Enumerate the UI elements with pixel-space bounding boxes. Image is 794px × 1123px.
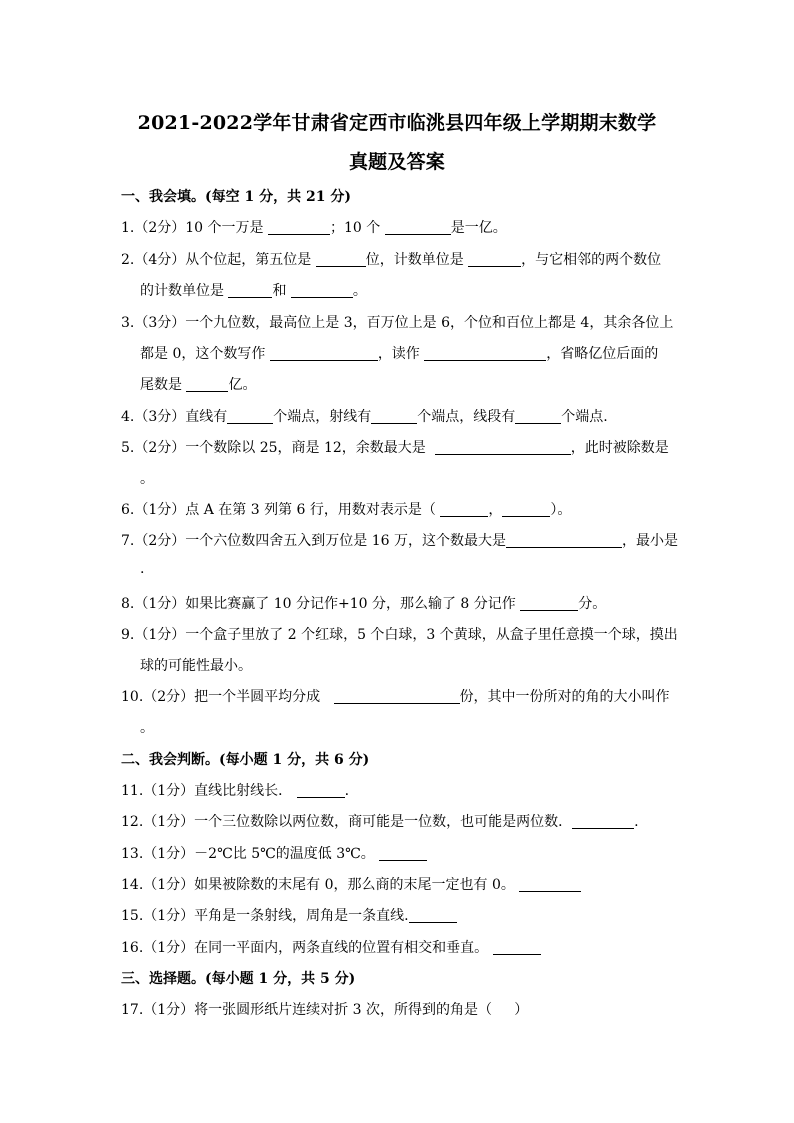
q9-text-a: 9.（1分）一个盒子里放了 2 个红球，5 个白球，3 个黄球，从盒子里任意摸一个球，摸出 (121, 627, 678, 643)
document-title-line2: 真题及答案 (348, 151, 445, 173)
q6-text-a: 6.（1分）点 A 在第 3 列第 6 行，用数对表示是（ (121, 502, 441, 518)
answer-blank[interactable] (379, 846, 427, 861)
q3-text-d: ，省略亿位后面的 (546, 346, 659, 362)
question-3-cont (140, 343, 658, 363)
question-13 (121, 843, 427, 863)
q7-text-a: 7.（2分）一个六位数四舍五入到万位是 16 万，这个数最大是 (121, 533, 506, 549)
question-14 (121, 874, 581, 894)
question-10-cont (140, 717, 154, 737)
question-10 (121, 686, 670, 706)
question-2 (121, 249, 661, 269)
q3-text-c: ，读作 (377, 346, 425, 362)
q2-text-e: 和 (272, 283, 291, 299)
q6-text-b: ， (488, 502, 503, 518)
question-9-cont (140, 655, 252, 675)
q2-text-d: 的计数单位是 (140, 283, 229, 299)
question-12 (121, 811, 639, 831)
q1-text-a: 1.（2分）10 个一万是 (121, 220, 268, 236)
answer-blank[interactable] (268, 220, 330, 235)
answer-blank[interactable] (468, 252, 521, 267)
answer-blank[interactable] (515, 409, 561, 424)
q2-text-b: 位，计数单位是 (365, 252, 469, 268)
answer-blank[interactable] (291, 283, 353, 298)
answer-blank[interactable] (502, 502, 550, 517)
answer-blank[interactable] (440, 502, 488, 517)
answer-blank[interactable] (316, 252, 366, 267)
question-7-cont (140, 561, 144, 577)
q4-text-d: 个端点. (561, 409, 608, 425)
answer-blank[interactable] (297, 783, 345, 798)
q1-text-b: ；10 个 (329, 220, 385, 236)
answer-blank[interactable] (186, 377, 228, 392)
q10-text-c: 。 (140, 720, 154, 736)
question-5-cont (140, 468, 154, 488)
q15-text-a: 15.（1分）平角是一条射线，周角是一条直线. (121, 908, 409, 924)
q10-text-a: 10.（2分）把一个半圆平均分成 (121, 689, 334, 705)
answer-blank[interactable] (435, 440, 571, 455)
section-heading-3: 三、选择题。(每小题 1 分，共 5 分) (121, 971, 356, 987)
q11-text-b: . (344, 783, 350, 799)
answer-blank[interactable] (424, 346, 546, 361)
question-2-cont (140, 280, 367, 300)
answer-blank[interactable] (371, 409, 417, 424)
answer-blank[interactable] (506, 533, 622, 548)
question-6 (121, 499, 571, 519)
question-17 (121, 999, 528, 1019)
question-16 (121, 937, 541, 957)
q5-text-c: 。 (140, 471, 154, 487)
answer-blank[interactable] (334, 689, 460, 704)
question-3-cont2 (140, 374, 256, 394)
answer-blank[interactable] (270, 346, 378, 361)
answer-blank[interactable] (409, 908, 457, 923)
q7-text-b: ，最小是 (621, 533, 678, 549)
q3-text-e: 尾数是 (140, 377, 187, 393)
answer-blank[interactable] (385, 220, 451, 235)
q13-text-a: 13.（1分）－2℃比 5℃的温度低 3℃。 (121, 846, 380, 862)
q12-text-a: 12.（1分）一个三位数除以两位数，商可能是一位数，也可能是两位数． (121, 814, 573, 830)
q7-text-c: . (140, 561, 145, 577)
section-heading-2: 二、我会判断。(每小题 1 分，共 6 分) (121, 752, 370, 768)
q5-text-a: 5.（2分）一个数除以 25，商是 12，余数最大是 (121, 440, 435, 456)
q4-text-c: 个端点，线段有 (417, 409, 516, 425)
answer-blank[interactable] (519, 877, 581, 892)
q8-text-a: 8.（1分）如果比赛赢了 10 分记作+10 分，那么输了 8 分记作 (121, 596, 521, 612)
q2-text-f: 。 (352, 283, 367, 299)
q5-text-b: ，此时被除数是 (570, 440, 669, 456)
q16-text-a: 16.（1分）在同一平面内，两条直线的位置有相交和垂直。 (121, 940, 493, 956)
question-15 (121, 905, 457, 925)
answer-blank[interactable] (572, 814, 634, 829)
q14-text-a: 14.（1分）如果被除数的末尾有 0，那么商的末尾一定也有 0。 (121, 877, 520, 893)
answer-blank[interactable] (520, 596, 578, 611)
q11-text-a: 11.（1分）直线比射线长． (121, 783, 297, 799)
q4-text-a: 4.（3分）直线有 (121, 409, 228, 425)
q9-text-b: 球的可能性最小。 (140, 658, 252, 674)
q6-text-c: ）。 (550, 502, 572, 518)
q8-text-b: 分。 (578, 596, 607, 612)
question-9 (121, 624, 678, 644)
document-title-line1: 2021-2022学年甘肃省定西市临洮县四年级上学期期末数学 (137, 112, 657, 134)
answer-blank[interactable] (227, 409, 273, 424)
q10-text-b: 份，其中一份所对的角的大小叫作 (459, 689, 670, 705)
question-3 (121, 312, 673, 332)
q3-text-a: 3.（3分）一个九位数，最高位上是 3，百万位上是 6，个位和百位上都是 4，其余各位上 (121, 315, 674, 331)
section-heading-1: 一、我会填。(每空 1 分，共 21 分) (121, 189, 351, 205)
q17-text-a: 17.（1分）将一张圆形纸片连续对折 3 次，所得到的角是（ ） (121, 1002, 529, 1018)
question-8 (121, 593, 606, 613)
question-1 (121, 217, 507, 237)
q1-text-c: 是一亿。 (450, 220, 507, 236)
q12-text-b: . (634, 814, 639, 830)
question-5 (121, 437, 669, 457)
q4-text-b: 个端点，射线有 (273, 409, 372, 425)
q2-text-a: 2.（4分）从个位起，第五位是 (121, 252, 316, 268)
q3-text-f: 亿。 (228, 377, 257, 393)
question-11 (121, 780, 349, 800)
question-4 (121, 406, 608, 426)
answer-blank[interactable] (493, 940, 541, 955)
q2-text-c: ，与它相邻的两个数位 (521, 252, 662, 268)
q3-text-b: 都是 0，这个数写作 (140, 346, 270, 362)
answer-blank[interactable] (228, 283, 272, 298)
question-7 (121, 530, 678, 550)
